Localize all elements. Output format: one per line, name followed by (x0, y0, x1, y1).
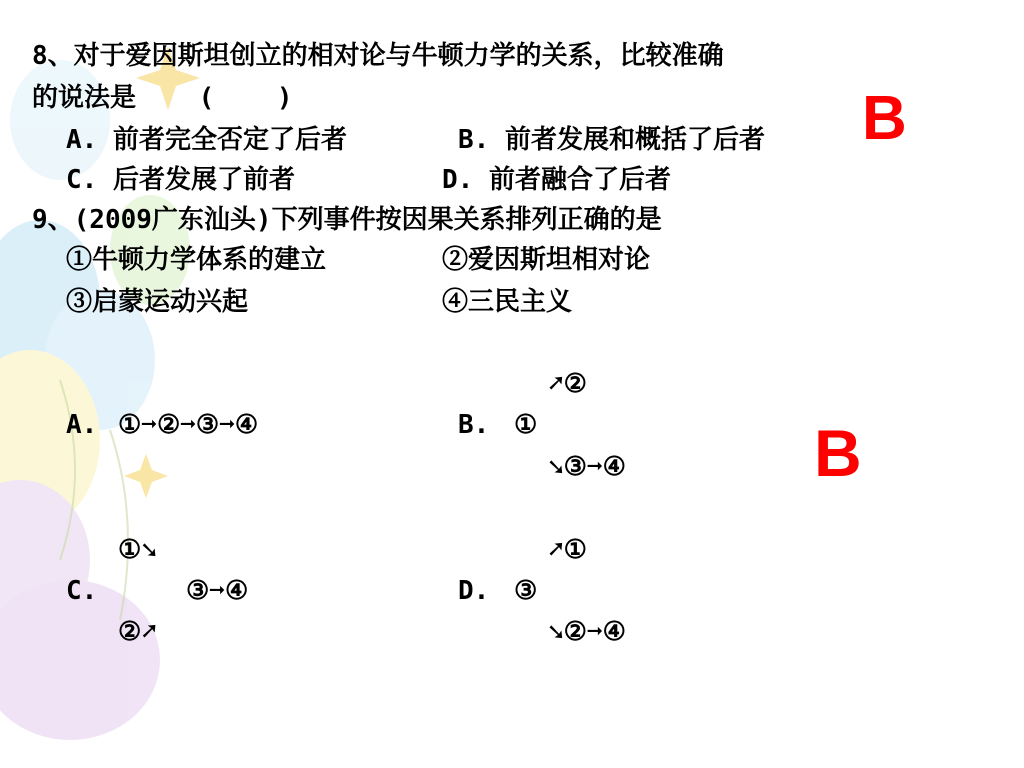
q9-option-c-bottom: ②➚ (118, 617, 157, 647)
q9-item-2: ②爱因斯坦相对论 (442, 245, 651, 275)
q8-stem-line2: 的说法是 ( ) (32, 83, 293, 113)
q8-stem-line1: 8、对于爱因斯坦创立的相对论与牛顿力学的关系，比较准确 (32, 41, 724, 71)
q9-option-b-label: B. (458, 410, 490, 440)
q8-option-b: B. 前者发展和概括了后者 (458, 125, 765, 155)
q9-option-c-label: C. (66, 576, 98, 606)
q9-option-d-bottom: ➘②➞④ (548, 617, 626, 647)
q9-item-1: ①牛顿力学体系的建立 (66, 245, 327, 275)
q9-option-d-top: ➚① (548, 535, 587, 565)
q9-option-d-label: D. (458, 576, 490, 606)
q9-option-b-bottom: ➘③➞④ (548, 452, 626, 482)
q9-option-b-top: ➚② (548, 369, 587, 399)
q8-answer: B (862, 84, 907, 153)
q9-option-c-mid: ③➞④ (186, 576, 249, 606)
q9-stem: 9、(2009广东汕头)下列事件按因果关系排列正确的是 (32, 205, 662, 235)
q8-option-d: D. 前者融合了后者 (442, 165, 671, 195)
balloon-shape (10, 60, 110, 180)
q9-option-a-label: A. (66, 410, 98, 440)
q9-option-a-sequence: ①➞②➞③➞④ (118, 410, 259, 440)
q9-answer: B (814, 416, 862, 490)
q9-item-4: ④三民主义 (442, 287, 573, 317)
q9-option-c-top: ①➘ (118, 535, 157, 565)
q9-option-d-mid: ③ (514, 576, 538, 606)
q9-option-b-mid: ① (514, 410, 538, 440)
decorative-star (124, 454, 168, 498)
q9-item-3: ③启蒙运动兴起 (66, 287, 249, 317)
q8-option-c: C. 后者发展了前者 (66, 165, 295, 195)
q8-option-a: A. 前者完全否定了后者 (66, 125, 347, 155)
